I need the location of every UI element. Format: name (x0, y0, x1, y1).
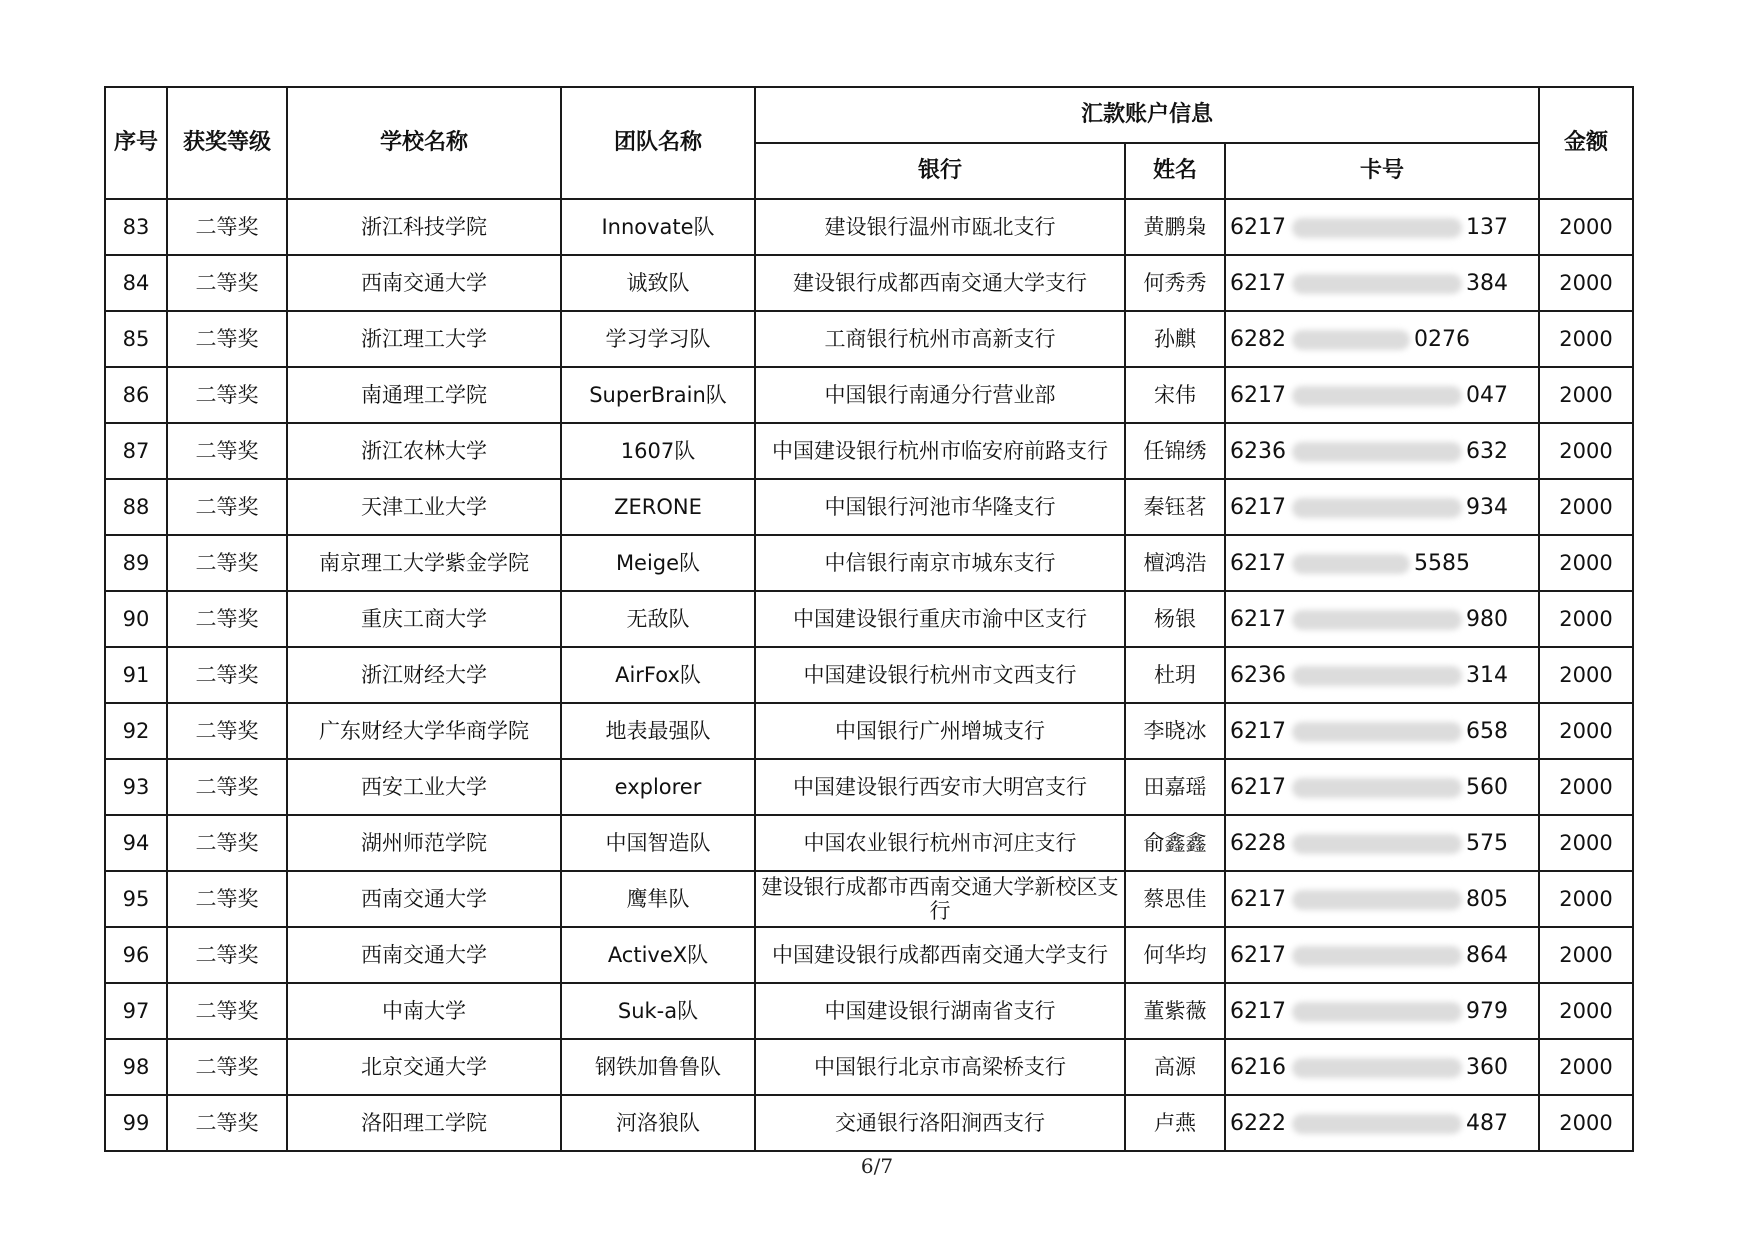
cell-bank: 中国建设银行成都西南交通大学支行 (755, 927, 1125, 983)
cell-card (1225, 255, 1539, 311)
cell-team: 诚致队 (561, 255, 755, 311)
cell-seq: 87 (105, 423, 167, 479)
cell-card (1225, 759, 1539, 815)
cell-amount: 2000 (1539, 199, 1633, 255)
cell-name: 俞鑫鑫 (1125, 815, 1225, 871)
cell-school: 西南交通大学 (287, 255, 561, 311)
card-prefix: 6217 (1230, 606, 1286, 632)
card-prefix: 6217 (1230, 718, 1286, 744)
cell-amount: 2000 (1539, 815, 1633, 871)
redacted-digits (1292, 442, 1462, 462)
cell-name: 蔡思佳 (1125, 871, 1225, 927)
cell-bank: 中国银行广州增城支行 (755, 703, 1125, 759)
cell-school: 西南交通大学 (287, 871, 561, 927)
cell-award: 二等奖 (167, 1095, 287, 1151)
cell-school: 重庆工商大学 (287, 591, 561, 647)
cell-amount: 2000 (1539, 871, 1633, 927)
redacted-digits (1292, 1002, 1462, 1022)
cell-team: 无敌队 (561, 591, 755, 647)
cell-team: 钢铁加鲁鲁队 (561, 1039, 755, 1095)
cell-name: 宋伟 (1125, 367, 1225, 423)
cell-seq: 92 (105, 703, 167, 759)
redacted-digits (1292, 890, 1462, 910)
cell-school: 北京交通大学 (287, 1039, 561, 1095)
cell-school: 西安工业大学 (287, 759, 561, 815)
cell-card (1225, 1039, 1539, 1095)
cell-team: Innovate队 (561, 199, 755, 255)
cell-bank: 中国建设银行杭州市临安府前路支行 (755, 423, 1125, 479)
card-suffix: 314 (1466, 662, 1508, 688)
cell-amount: 2000 (1539, 983, 1633, 1039)
cell-school: 天津工业大学 (287, 479, 561, 535)
cell-bank: 中国银行河池市华隆支行 (755, 479, 1125, 535)
page-number: 6/7 (860, 1154, 894, 1178)
card-prefix: 6217 (1230, 214, 1286, 240)
card-prefix: 6217 (1230, 494, 1286, 520)
redacted-digits (1292, 722, 1462, 742)
table-row (105, 759, 1633, 815)
redacted-digits (1292, 554, 1410, 574)
header-seq: 序号 (105, 87, 167, 199)
card-suffix: 047 (1466, 382, 1508, 408)
cell-card (1225, 815, 1539, 871)
card-suffix: 384 (1466, 270, 1508, 296)
card-prefix: 6217 (1230, 270, 1286, 296)
table-row (105, 703, 1633, 759)
cell-award: 二等奖 (167, 927, 287, 983)
table-row (105, 591, 1633, 647)
card-suffix: 575 (1466, 830, 1508, 856)
cell-seq: 89 (105, 535, 167, 591)
card-suffix: 5585 (1414, 550, 1470, 576)
cell-team: SuperBrain队 (561, 367, 755, 423)
cell-amount: 2000 (1539, 479, 1633, 535)
cell-seq: 84 (105, 255, 167, 311)
cell-name: 杨银 (1125, 591, 1225, 647)
redacted-digits (1292, 1058, 1462, 1078)
cell-team: 鹰隼队 (561, 871, 755, 927)
cell-amount: 2000 (1539, 1095, 1633, 1151)
redacted-digits (1292, 834, 1462, 854)
card-prefix: 6228 (1230, 830, 1286, 856)
card-suffix: 805 (1466, 886, 1508, 912)
cell-seq: 98 (105, 1039, 167, 1095)
card-prefix: 6217 (1230, 382, 1286, 408)
redacted-digits (1292, 274, 1462, 294)
cell-name: 任锦绣 (1125, 423, 1225, 479)
header-team: 团队名称 (561, 87, 755, 199)
header-name: 姓名 (1125, 143, 1225, 199)
cell-award: 二等奖 (167, 703, 287, 759)
card-prefix: 6217 (1230, 774, 1286, 800)
cell-school: 浙江科技学院 (287, 199, 561, 255)
cell-name: 孙麒 (1125, 311, 1225, 367)
table-body (105, 199, 1633, 1151)
cell-card (1225, 535, 1539, 591)
cell-bank: 中信银行南京市城东支行 (755, 535, 1125, 591)
cell-name: 田嘉瑶 (1125, 759, 1225, 815)
cell-team: Meige队 (561, 535, 755, 591)
cell-seq: 86 (105, 367, 167, 423)
cell-award: 二等奖 (167, 255, 287, 311)
cell-name: 黄鹏枭 (1125, 199, 1225, 255)
cell-award: 二等奖 (167, 535, 287, 591)
cell-award: 二等奖 (167, 759, 287, 815)
cell-school: 西南交通大学 (287, 927, 561, 983)
table-row (105, 479, 1633, 535)
card-suffix: 487 (1466, 1110, 1508, 1136)
redacted-digits (1292, 1114, 1462, 1134)
table-row (105, 423, 1633, 479)
cell-team: AirFox队 (561, 647, 755, 703)
card-suffix: 137 (1466, 214, 1508, 240)
cell-amount: 2000 (1539, 927, 1633, 983)
table-row (105, 815, 1633, 871)
card-prefix: 6217 (1230, 942, 1286, 968)
cell-card (1225, 871, 1539, 927)
cell-card (1225, 423, 1539, 479)
cell-seq: 91 (105, 647, 167, 703)
cell-award: 二等奖 (167, 1039, 287, 1095)
cell-team: 1607队 (561, 423, 755, 479)
cell-seq: 93 (105, 759, 167, 815)
cell-award: 二等奖 (167, 199, 287, 255)
cell-amount: 2000 (1539, 1039, 1633, 1095)
cell-name: 董紫薇 (1125, 983, 1225, 1039)
cell-card (1225, 367, 1539, 423)
card-suffix: 979 (1466, 998, 1508, 1024)
cell-bank: 建设银行成都西南交通大学支行 (755, 255, 1125, 311)
cell-name: 何秀秀 (1125, 255, 1225, 311)
cell-award: 二等奖 (167, 983, 287, 1039)
card-suffix: 934 (1466, 494, 1508, 520)
card-prefix: 6217 (1230, 886, 1286, 912)
cell-bank: 中国建设银行杭州市文西支行 (755, 647, 1125, 703)
cell-award: 二等奖 (167, 871, 287, 927)
cell-amount: 2000 (1539, 423, 1633, 479)
card-suffix: 360 (1466, 1054, 1508, 1080)
redacted-digits (1292, 218, 1462, 238)
cell-bank: 中国建设银行湖南省支行 (755, 983, 1125, 1039)
cell-card (1225, 1095, 1539, 1151)
cell-bank: 中国建设银行西安市大明宫支行 (755, 759, 1125, 815)
cell-seq: 85 (105, 311, 167, 367)
cell-amount: 2000 (1539, 311, 1633, 367)
cell-name: 李晓冰 (1125, 703, 1225, 759)
card-suffix: 658 (1466, 718, 1508, 744)
cell-card (1225, 983, 1539, 1039)
cell-award: 二等奖 (167, 815, 287, 871)
card-prefix: 6217 (1230, 550, 1286, 576)
cell-school: 中南大学 (287, 983, 561, 1039)
header-remit-info: 汇款账户信息 (755, 87, 1539, 143)
cell-award: 二等奖 (167, 479, 287, 535)
cell-seq: 83 (105, 199, 167, 255)
card-prefix: 6236 (1230, 662, 1286, 688)
cell-name: 秦钰茗 (1125, 479, 1225, 535)
table-row (105, 1039, 1633, 1095)
cell-card (1225, 647, 1539, 703)
cell-seq: 94 (105, 815, 167, 871)
cell-amount: 2000 (1539, 591, 1633, 647)
table-row (105, 1095, 1633, 1151)
cell-bank: 交通银行洛阳涧西支行 (755, 1095, 1125, 1151)
cell-amount: 2000 (1539, 647, 1633, 703)
cell-name: 高源 (1125, 1039, 1225, 1095)
cell-team: 学习学习队 (561, 311, 755, 367)
redacted-digits (1292, 330, 1410, 350)
cell-amount: 2000 (1539, 535, 1633, 591)
cell-bank: 建设银行成都市西南交通大学新校区支行 (755, 871, 1125, 927)
cell-award: 二等奖 (167, 591, 287, 647)
cell-school: 湖州师范学院 (287, 815, 561, 871)
card-suffix: 560 (1466, 774, 1508, 800)
cell-bank: 工商银行杭州市高新支行 (755, 311, 1125, 367)
award-table (104, 86, 1634, 1152)
table-row (105, 647, 1633, 703)
cell-amount: 2000 (1539, 255, 1633, 311)
redacted-digits (1292, 946, 1462, 966)
cell-school: 南京理工大学紫金学院 (287, 535, 561, 591)
cell-team: ZERONE (561, 479, 755, 535)
cell-team: ActiveX队 (561, 927, 755, 983)
cell-award: 二等奖 (167, 423, 287, 479)
header-school: 学校名称 (287, 87, 561, 199)
card-prefix: 6282 (1230, 326, 1286, 352)
cell-school: 广东财经大学华商学院 (287, 703, 561, 759)
cell-amount: 2000 (1539, 367, 1633, 423)
cell-name: 何华均 (1125, 927, 1225, 983)
card-prefix: 6222 (1230, 1110, 1286, 1136)
cell-bank: 建设银行温州市瓯北支行 (755, 199, 1125, 255)
redacted-digits (1292, 386, 1462, 406)
cell-team: 河洛狼队 (561, 1095, 755, 1151)
cell-bank: 中国农业银行杭州市河庄支行 (755, 815, 1125, 871)
cell-school: 南通理工学院 (287, 367, 561, 423)
header-card: 卡号 (1225, 143, 1539, 199)
table-row (105, 535, 1633, 591)
cell-seq: 95 (105, 871, 167, 927)
cell-card (1225, 927, 1539, 983)
cell-bank: 中国银行南通分行营业部 (755, 367, 1125, 423)
cell-team: explorer (561, 759, 755, 815)
table-row (105, 311, 1633, 367)
header-bank: 银行 (755, 143, 1125, 199)
table-row (105, 367, 1633, 423)
card-suffix: 632 (1466, 438, 1508, 464)
cell-school: 浙江农林大学 (287, 423, 561, 479)
header-award: 获奖等级 (167, 87, 287, 199)
redacted-digits (1292, 498, 1462, 518)
redacted-digits (1292, 610, 1462, 630)
table-row (105, 983, 1633, 1039)
card-suffix: 0276 (1414, 326, 1470, 352)
cell-card (1225, 591, 1539, 647)
cell-award: 二等奖 (167, 311, 287, 367)
cell-seq: 88 (105, 479, 167, 535)
cell-school: 洛阳理工学院 (287, 1095, 561, 1151)
cell-award: 二等奖 (167, 367, 287, 423)
cell-amount: 2000 (1539, 703, 1633, 759)
cell-award: 二等奖 (167, 647, 287, 703)
card-prefix: 6216 (1230, 1054, 1286, 1080)
cell-card (1225, 479, 1539, 535)
cell-name: 杜玥 (1125, 647, 1225, 703)
table-row (105, 255, 1633, 311)
cell-seq: 97 (105, 983, 167, 1039)
redacted-digits (1292, 666, 1462, 686)
cell-name: 檀鸿浩 (1125, 535, 1225, 591)
cell-school: 浙江财经大学 (287, 647, 561, 703)
header-amount: 金额 (1539, 87, 1633, 199)
cell-card (1225, 311, 1539, 367)
cell-bank: 中国银行北京市高梁桥支行 (755, 1039, 1125, 1095)
card-prefix: 6217 (1230, 998, 1286, 1024)
redacted-digits (1292, 778, 1462, 798)
cell-amount: 2000 (1539, 759, 1633, 815)
table-row (105, 871, 1633, 927)
cell-team: 中国智造队 (561, 815, 755, 871)
cell-team: 地表最强队 (561, 703, 755, 759)
table-row (105, 199, 1633, 255)
card-suffix: 980 (1466, 606, 1508, 632)
cell-name: 卢燕 (1125, 1095, 1225, 1151)
cell-card (1225, 703, 1539, 759)
cell-seq: 99 (105, 1095, 167, 1151)
cell-bank: 中国建设银行重庆市渝中区支行 (755, 591, 1125, 647)
cell-card (1225, 199, 1539, 255)
cell-school: 浙江理工大学 (287, 311, 561, 367)
cell-seq: 90 (105, 591, 167, 647)
cell-team: Suk-a队 (561, 983, 755, 1039)
cell-seq: 96 (105, 927, 167, 983)
table-row (105, 927, 1633, 983)
header-row-top (105, 87, 1633, 143)
card-suffix: 864 (1466, 942, 1508, 968)
card-prefix: 6236 (1230, 438, 1286, 464)
